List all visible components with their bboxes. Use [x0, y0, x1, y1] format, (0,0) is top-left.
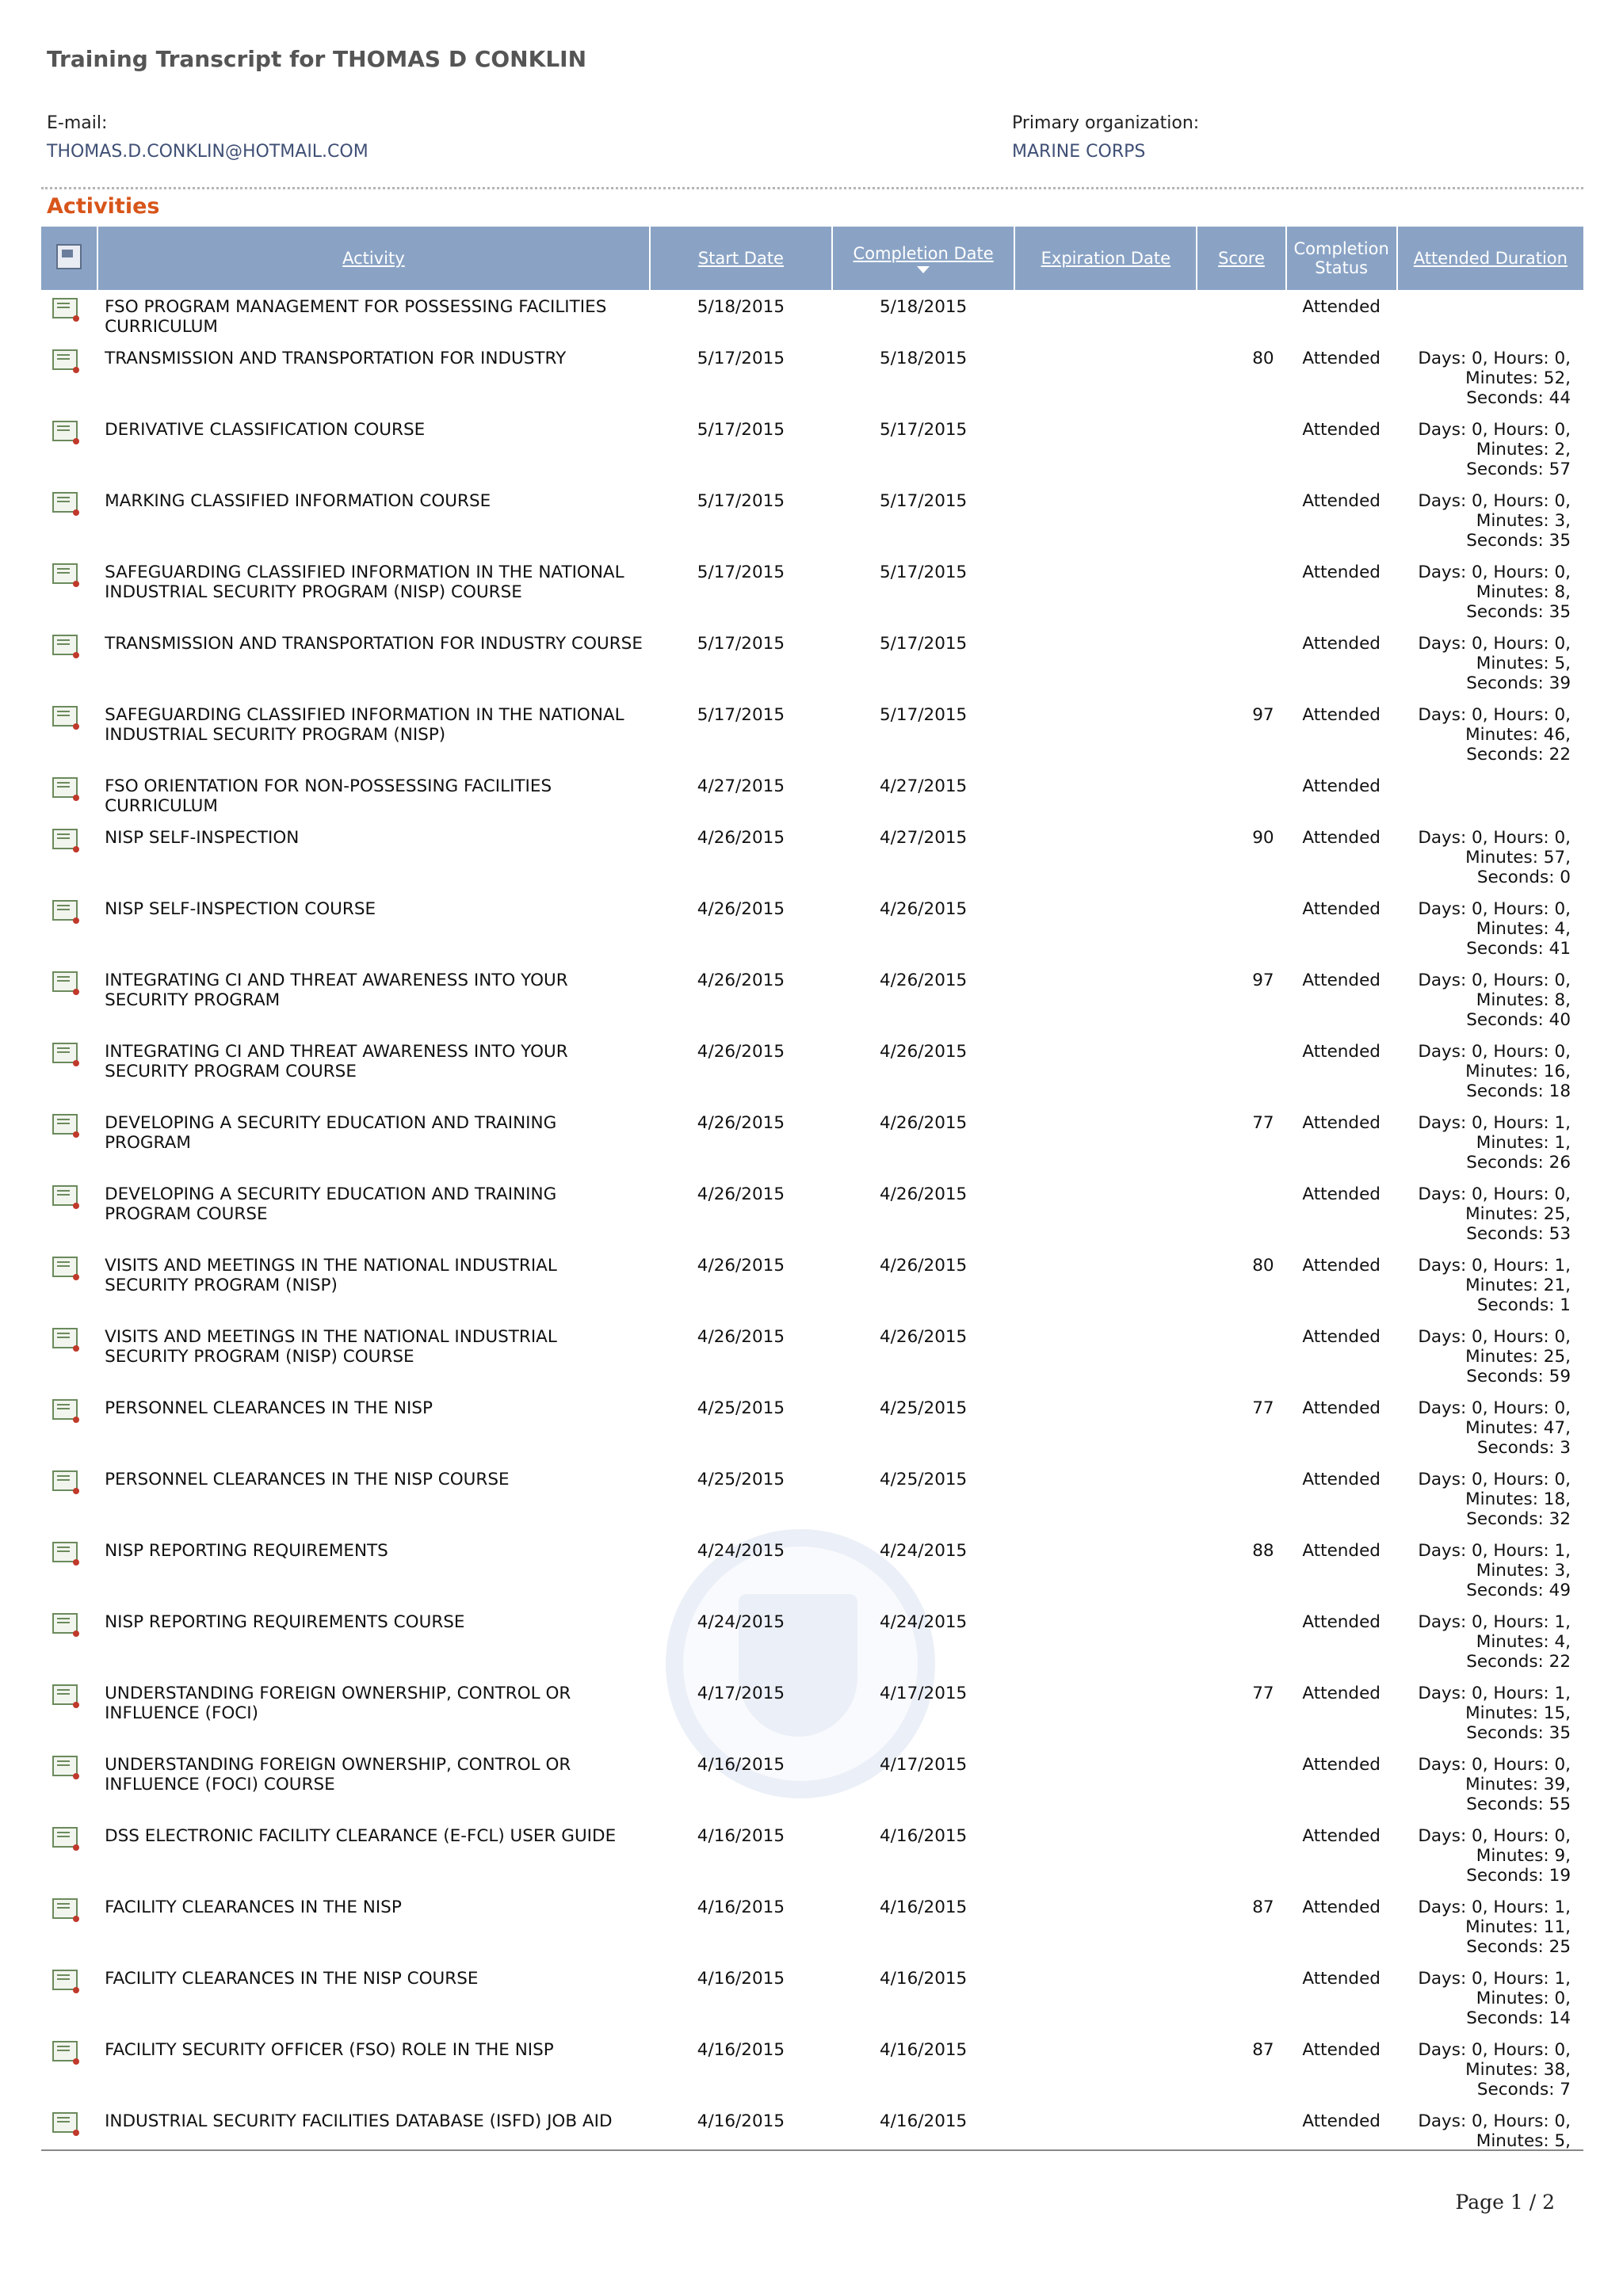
certificate-icon[interactable]: [52, 349, 78, 370]
certificate-icon[interactable]: [52, 1542, 78, 1562]
certificate-cell[interactable]: [41, 627, 97, 698]
completion-date: 4/26/2015: [880, 1113, 968, 1133]
completion-status: Attended: [1302, 420, 1381, 440]
certificate-cell[interactable]: [41, 1676, 97, 1748]
start-date: 4/27/2015: [697, 776, 785, 796]
completion-status: Attended: [1302, 1256, 1381, 1276]
attended-duration: Days: 0, Hours: 0, Minutes: 57, Seconds: 0: [1418, 828, 1571, 887]
table-row: [41, 1463, 1583, 1534]
attended-duration: Days: 0, Hours: 1, Minutes: 15, Seconds: 35: [1418, 1684, 1571, 1743]
completion-date: 4/17/2015: [880, 1755, 968, 1775]
expiration-date: [1015, 1391, 1196, 1463]
certificate-cell[interactable]: [41, 1391, 97, 1463]
table-row: [41, 413, 1583, 484]
start-date: 4/26/2015: [697, 1256, 785, 1276]
certificate-cell[interactable]: [41, 1106, 97, 1177]
activity-name[interactable]: FACILITY CLEARANCES IN THE NISP COURSE: [105, 1969, 479, 1989]
completion-status: Attended: [1302, 1755, 1381, 1775]
completion-date: 4/27/2015: [880, 776, 968, 796]
activity-name[interactable]: DERIVATIVE CLASSIFICATION COURSE: [105, 420, 426, 440]
attended-duration-sort-link[interactable]: Attended Duration: [1413, 249, 1568, 268]
table-row: [41, 341, 1583, 413]
activity-name[interactable]: SAFEGUARDING CLASSIFIED INFORMATION IN THE NATIONAL INDUSTRIAL SECURITY PROGRAM (NISP) COURSE: [105, 563, 624, 602]
activity-name[interactable]: UNDERSTANDING FOREIGN OWNERSHIP, CONTROL OR INFLUENCE (FOCI) COURSE: [105, 1755, 571, 1794]
attended-duration: Days: 0, Hours: 0, Minutes: 3, Seconds: 35: [1418, 491, 1571, 551]
attended-duration: Days: 0, Hours: 1, Minutes: 3, Seconds: 49: [1418, 1541, 1571, 1600]
activity-name[interactable]: PERSONNEL CLEARANCES IN THE NISP: [105, 1398, 433, 1418]
attended-duration: [1398, 290, 1583, 341]
score: [1197, 1463, 1285, 1534]
score: 97: [1252, 705, 1274, 725]
table-row: [41, 1962, 1583, 2033]
attended-duration: [1398, 769, 1583, 821]
start-date: 4/26/2015: [697, 1042, 785, 1062]
start-date: 4/26/2015: [697, 899, 785, 919]
score: [1197, 555, 1285, 627]
certificate-icon[interactable]: [52, 563, 78, 584]
activity-name[interactable]: MARKING CLASSIFIED INFORMATION COURSE: [105, 491, 491, 511]
completion-date: 4/16/2015: [880, 1826, 968, 1846]
start-date: 4/25/2015: [697, 1470, 785, 1489]
org-label: Primary organization:: [1012, 113, 1200, 133]
certificate-cell[interactable]: [41, 2033, 97, 2104]
start-date: 4/16/2015: [697, 1897, 785, 1917]
completion-status: Attended: [1302, 828, 1381, 848]
activity-name[interactable]: VISITS AND MEETINGS IN THE NATIONAL INDUSTRIAL SECURITY PROGRAM (NISP): [105, 1256, 557, 1295]
start-date: 4/25/2015: [697, 1398, 785, 1418]
completion-date: 4/24/2015: [880, 1541, 968, 1561]
completion-date: 5/17/2015: [880, 705, 968, 725]
table-row: [41, 1249, 1583, 1320]
table-row: [41, 1106, 1583, 1177]
activity-name[interactable]: FACILITY SECURITY OFFICER (FSO) ROLE IN THE NISP: [105, 2040, 554, 2060]
expiration-date: [1015, 1962, 1196, 2033]
start-date-sort-link[interactable]: Start Date: [697, 249, 784, 268]
certificate-icon[interactable]: [52, 421, 78, 441]
certificate-cell[interactable]: [41, 484, 97, 555]
activity-sort-link[interactable]: Activity: [342, 249, 405, 268]
activity-name[interactable]: DEVELOPING A SECURITY EDUCATION AND TRAINING PROGRAM COURSE: [105, 1184, 557, 1224]
expiration-date: [1015, 1035, 1196, 1106]
certificate-icon[interactable]: [52, 1257, 78, 1277]
page-number: Page 1 / 2: [1455, 2191, 1555, 2214]
expiration-date: [1015, 1534, 1196, 1605]
certificate-icon[interactable]: [52, 706, 78, 727]
attended-duration: Days: 0, Hours: 0, Minutes: 39, Seconds: 55: [1418, 1755, 1571, 1814]
table-row: [41, 1890, 1583, 1962]
expiration-date: [1015, 484, 1196, 555]
certificate-icon[interactable]: [52, 777, 78, 798]
certificate-cell[interactable]: [41, 769, 97, 821]
activity-name[interactable]: UNDERSTANDING FOREIGN OWNERSHIP, CONTROL OR INFLUENCE (FOCI): [105, 1684, 571, 1723]
score: 87: [1252, 2040, 1274, 2060]
certificate-cell[interactable]: [41, 1890, 97, 1962]
activity-name[interactable]: NISP REPORTING REQUIREMENTS COURSE: [105, 1612, 465, 1632]
start-date: 4/26/2015: [697, 1113, 785, 1133]
expiration-date: [1015, 1463, 1196, 1534]
attended-duration: Days: 0, Hours: 0, Minutes: 25, Seconds: 53: [1418, 1184, 1571, 1244]
completion-status: Attended: [1302, 1470, 1381, 1489]
start-date: 5/17/2015: [697, 349, 785, 368]
completion-status: Attended: [1302, 1184, 1381, 1204]
start-date: 4/24/2015: [697, 1612, 785, 1632]
expiration-date: [1015, 413, 1196, 484]
completion-date: 4/27/2015: [880, 828, 968, 848]
score: 87: [1252, 1897, 1274, 1917]
completion-date: 5/17/2015: [880, 420, 968, 440]
start-date: 4/26/2015: [697, 828, 785, 848]
start-date: 5/17/2015: [697, 420, 785, 440]
org-value: MARINE CORPS: [1012, 142, 1146, 162]
expiration-date: [1015, 821, 1196, 892]
attended-duration: Days: 0, Hours: 0, Minutes: 18, Seconds: 32: [1418, 1470, 1571, 1529]
expiration-date: [1015, 1605, 1196, 1676]
completion-status: Attended: [1302, 1398, 1381, 1418]
score: 97: [1252, 971, 1274, 990]
completion-date: 4/26/2015: [880, 1327, 968, 1347]
attended-duration: Days: 0, Hours: 1, Minutes: 11, Seconds: 25: [1418, 1897, 1571, 1957]
start-date: 5/17/2015: [697, 705, 785, 725]
attended-duration: Days: 0, Hours: 0, Minutes: 8, Seconds: 35: [1418, 563, 1571, 622]
score: 77: [1252, 1684, 1274, 1703]
start-date: 4/26/2015: [697, 971, 785, 990]
attended-duration: Days: 0, Hours: 0, Minutes: 2, Seconds: 57: [1418, 420, 1571, 479]
score: 90: [1252, 828, 1274, 848]
certificate-icon[interactable]: [52, 900, 78, 921]
completion-status: Attended: [1302, 705, 1381, 725]
start-date: 4/24/2015: [697, 1541, 785, 1561]
certificate-cell[interactable]: [41, 821, 97, 892]
start-date: 4/26/2015: [697, 1184, 785, 1204]
table-row: [41, 892, 1583, 963]
start-date: 4/17/2015: [697, 1684, 785, 1703]
completion-date: 4/26/2015: [880, 1042, 968, 1062]
completion-status: Attended: [1302, 776, 1381, 796]
certificate-icon[interactable]: [52, 2112, 78, 2133]
table-row: [41, 484, 1583, 555]
expiration-date: [1015, 1748, 1196, 1819]
certificate-cell[interactable]: [41, 963, 97, 1035]
expiration-date-header[interactable]: [1015, 227, 1196, 290]
table-bottom-rule: [41, 2149, 1583, 2151]
attended-duration: Days: 0, Hours: 0, Minutes: 38, Seconds: 7: [1418, 2040, 1571, 2100]
score: [1197, 1819, 1285, 1890]
start-date: 4/16/2015: [697, 2040, 785, 2060]
score: [1197, 627, 1285, 698]
activity-name[interactable]: VISITS AND MEETINGS IN THE NATIONAL INDUSTRIAL SECURITY PROGRAM (NISP) COURSE: [105, 1327, 557, 1367]
attended-duration: Days: 0, Hours: 1, Minutes: 4, Seconds: 22: [1418, 1612, 1571, 1672]
expiration-date: [1015, 698, 1196, 769]
score: 77: [1252, 1398, 1274, 1418]
attended-duration: Days: 0, Hours: 0, Minutes: 4, Seconds: 41: [1418, 899, 1571, 959]
table-row: [41, 769, 1583, 821]
completion-date: 4/24/2015: [880, 1612, 968, 1632]
score: [1197, 892, 1285, 963]
completion-date: 5/18/2015: [880, 297, 968, 317]
attended-duration: Days: 0, Hours: 0, Minutes: 5, Seconds: 39: [1418, 634, 1571, 693]
table-row: [41, 1819, 1583, 1890]
expiration-date: [1015, 1106, 1196, 1177]
activity-name[interactable]: NISP SELF-INSPECTION: [105, 828, 300, 848]
start-date-header[interactable]: [651, 227, 831, 290]
expiration-date: [1015, 341, 1196, 413]
activities-table: [41, 227, 1583, 2154]
certificate-icon[interactable]: [52, 2041, 78, 2061]
certificate-icon[interactable]: [52, 1756, 78, 1776]
completion-status: Attended: [1302, 1826, 1381, 1846]
completion-status: Attended: [1302, 349, 1381, 368]
start-date: 4/16/2015: [697, 2111, 785, 2131]
expiration-date: [1015, 963, 1196, 1035]
score: 80: [1252, 1256, 1274, 1276]
score: 77: [1252, 1113, 1274, 1133]
table-row: [41, 555, 1583, 627]
certificate-cell[interactable]: [41, 555, 97, 627]
table-row: [41, 963, 1583, 1035]
certificate-icon[interactable]: [52, 1043, 78, 1063]
score: [1197, 1320, 1285, 1391]
certificate-cell[interactable]: [41, 1534, 97, 1605]
table-row: [41, 1177, 1583, 1249]
table-row: [41, 1676, 1583, 1748]
completion-status: Attended: [1302, 634, 1381, 654]
completion-status: Attended: [1302, 2040, 1381, 2060]
certificate-cell[interactable]: [41, 341, 97, 413]
table-row: [41, 1534, 1583, 1605]
start-date: 5/18/2015: [697, 297, 785, 317]
table-row: [41, 821, 1583, 892]
attended-duration: Days: 0, Hours: 0, Minutes: 16, Seconds: 18: [1418, 1042, 1571, 1101]
completion-date-sort-link[interactable]: Completion Date: [853, 243, 994, 263]
expiration-date: [1015, 1249, 1196, 1320]
table-row: [41, 698, 1583, 769]
certificate-icon[interactable]: [52, 971, 78, 992]
attended-duration: Days: 0, Hours: 0, Minutes: 9, Seconds: 19: [1418, 1826, 1571, 1886]
certificate-cell[interactable]: [41, 413, 97, 484]
completion-status: Attended: [1302, 1042, 1381, 1062]
certificate-icon[interactable]: [52, 1827, 78, 1848]
activity-name[interactable]: PERSONNEL CLEARANCES IN THE NISP COURSE: [105, 1470, 510, 1489]
activity-name[interactable]: INTEGRATING CI AND THREAT AWARENESS INTO YOUR SECURITY PROGRAM COURSE: [105, 1042, 568, 1081]
score-header[interactable]: [1197, 227, 1285, 290]
completion-date: 5/17/2015: [880, 563, 968, 582]
score: 88: [1252, 1541, 1274, 1561]
score: [1197, 1177, 1285, 1249]
certificate-header-icon: [56, 244, 82, 269]
certificate-icon[interactable]: [52, 1114, 78, 1135]
activity-name[interactable]: SAFEGUARDING CLASSIFIED INFORMATION IN THE NATIONAL INDUSTRIAL SECURITY PROGRAM (NISP): [105, 705, 624, 745]
completion-date: 4/25/2015: [880, 1470, 968, 1489]
certificate-icon[interactable]: [52, 1684, 78, 1705]
activity-name[interactable]: INDUSTRIAL SECURITY FACILITIES DATABASE (ISFD) JOB AID: [105, 2111, 613, 2131]
certificate-cell[interactable]: [41, 1463, 97, 1534]
attended-duration: Days: 0, Hours: 1, Minutes: 0, Seconds: 14: [1418, 1969, 1571, 2028]
certificate-icon[interactable]: [52, 298, 78, 318]
page-title: Training Transcript for THOMAS D CONKLIN: [47, 46, 587, 72]
activity-name[interactable]: NISP REPORTING REQUIREMENTS: [105, 1541, 388, 1561]
score: [1197, 484, 1285, 555]
certificate-cell[interactable]: [41, 2104, 97, 2154]
table-row: [41, 1035, 1583, 1106]
completion-date: 4/16/2015: [880, 2040, 968, 2060]
table-row: [41, 627, 1583, 698]
certificate-cell[interactable]: [41, 1605, 97, 1676]
expiration-date: [1015, 627, 1196, 698]
attended-duration: Days: 0, Hours: 1, Minutes: 21, Seconds: 1: [1418, 1256, 1571, 1315]
score-sort-link[interactable]: Score: [1218, 249, 1265, 268]
certificate-icon[interactable]: [52, 1613, 78, 1634]
activity-header[interactable]: [98, 227, 649, 290]
completion-date: 4/16/2015: [880, 1897, 968, 1917]
score: [1197, 2104, 1285, 2154]
activity-name[interactable]: FSO PROGRAM MANAGEMENT FOR POSSESSING FACILITIES CURRICULUM: [105, 297, 607, 337]
certificate-icon[interactable]: [52, 829, 78, 849]
section-divider: [41, 187, 1583, 189]
activity-name[interactable]: FSO ORIENTATION FOR NON-POSSESSING FACILITIES CURRICULUM: [105, 776, 552, 816]
attended-duration: Days: 0, Hours: 0, Minutes: 5,: [1418, 2111, 1571, 2151]
score: [1197, 1962, 1285, 2033]
completion-status: Attended: [1302, 491, 1381, 511]
section-title: Activities: [47, 194, 160, 219]
completion-status: Attended: [1302, 1684, 1381, 1703]
expiration-date: [1015, 555, 1196, 627]
certificate-icon[interactable]: [52, 1328, 78, 1348]
certificate-cell[interactable]: [41, 698, 97, 769]
expiration-date: [1015, 1177, 1196, 1249]
select-all-header[interactable]: [41, 227, 97, 290]
completion-date: 4/26/2015: [880, 971, 968, 990]
activity-name[interactable]: INTEGRATING CI AND THREAT AWARENESS INTO YOUR SECURITY PROGRAM: [105, 971, 568, 1010]
expiration-date-sort-link[interactable]: Expiration Date: [1041, 249, 1171, 268]
table-row: [41, 1391, 1583, 1463]
activity-name[interactable]: DSS ELECTRONIC FACILITY CLEARANCE (E-FCL) USER GUIDE: [105, 1826, 617, 1846]
completion-date: 5/17/2015: [880, 491, 968, 511]
certificate-cell[interactable]: [41, 892, 97, 963]
email-value: THOMAS.D.CONKLIN@HOTMAIL.COM: [47, 142, 369, 162]
expiration-date: [1015, 892, 1196, 963]
completion-date: 5/17/2015: [880, 634, 968, 654]
completion-date: 4/26/2015: [880, 1184, 968, 1204]
attended-duration: Days: 0, Hours: 0, Minutes: 25, Seconds: 59: [1418, 1327, 1571, 1386]
expiration-date: [1015, 1676, 1196, 1748]
table-row: [41, 1605, 1583, 1676]
start-date: 5/17/2015: [697, 634, 785, 654]
completion-date: 4/26/2015: [880, 899, 968, 919]
score: [1197, 413, 1285, 484]
expiration-date: [1015, 290, 1196, 341]
table-row: [41, 290, 1583, 341]
certificate-cell[interactable]: [41, 1320, 97, 1391]
completion-date: 4/17/2015: [880, 1684, 968, 1703]
activity-name[interactable]: NISP SELF-INSPECTION COURSE: [105, 899, 376, 919]
activity-name[interactable]: TRANSMISSION AND TRANSPORTATION FOR INDUSTRY COURSE: [105, 634, 643, 654]
completion-status: Attended: [1302, 1969, 1381, 1989]
score: [1197, 1605, 1285, 1676]
completion-date: 4/16/2015: [880, 2111, 968, 2131]
activity-name[interactable]: DEVELOPING A SECURITY EDUCATION AND TRAINING PROGRAM: [105, 1113, 557, 1153]
table-row: [41, 1320, 1583, 1391]
certificate-icon[interactable]: [52, 1185, 78, 1206]
completion-status: Attended: [1302, 1612, 1381, 1632]
expiration-date: [1015, 1320, 1196, 1391]
certificate-cell[interactable]: [41, 1748, 97, 1819]
sort-desc-icon: [917, 266, 930, 273]
expiration-date: [1015, 2033, 1196, 2104]
expiration-date: [1015, 2104, 1196, 2154]
certificate-cell[interactable]: [41, 1177, 97, 1249]
certificate-cell[interactable]: [41, 1249, 97, 1320]
attended-duration: Days: 0, Hours: 0, Minutes: 46, Seconds: 22: [1418, 705, 1571, 765]
expiration-date: [1015, 1890, 1196, 1962]
certificate-cell[interactable]: [41, 1962, 97, 2033]
completion-status: Attended: [1302, 563, 1381, 582]
completion-status: Attended: [1302, 1113, 1381, 1133]
score: [1197, 1035, 1285, 1106]
completion-status: Attended: [1302, 2111, 1381, 2131]
score: 80: [1252, 349, 1274, 368]
start-date: 5/17/2015: [697, 491, 785, 511]
certificate-cell[interactable]: [41, 1035, 97, 1106]
completion-date: 4/26/2015: [880, 1256, 968, 1276]
table-row: [41, 2104, 1583, 2154]
start-date: 4/16/2015: [697, 1969, 785, 1989]
attended-duration: Days: 0, Hours: 0, Minutes: 47, Seconds: 3: [1418, 1398, 1571, 1458]
certificate-icon[interactable]: [52, 1898, 78, 1919]
certificate-cell[interactable]: [41, 1819, 97, 1890]
completion-status: Attended: [1302, 899, 1381, 919]
completion-date: 5/18/2015: [880, 349, 968, 368]
attended-duration-header[interactable]: [1398, 227, 1583, 290]
completion-status: Attended: [1302, 1541, 1381, 1561]
completion-status-header: Completion Status: [1287, 227, 1396, 290]
completion-date: 4/25/2015: [880, 1398, 968, 1418]
activity-name[interactable]: FACILITY CLEARANCES IN THE NISP: [105, 1897, 402, 1917]
completion-status: Attended: [1302, 1897, 1381, 1917]
certificate-cell[interactable]: [41, 290, 97, 341]
score: [1197, 290, 1285, 341]
activity-name[interactable]: TRANSMISSION AND TRANSPORTATION FOR INDUSTRY: [105, 349, 567, 368]
certificate-icon[interactable]: [52, 492, 78, 513]
completion-date-header[interactable]: [833, 227, 1014, 290]
score: [1197, 769, 1285, 821]
completion-status: Attended: [1302, 1327, 1381, 1347]
attended-duration: Days: 0, Hours: 0, Minutes: 52, Seconds: 44: [1418, 349, 1571, 408]
start-date: 4/26/2015: [697, 1327, 785, 1347]
certificate-icon[interactable]: [52, 1399, 78, 1420]
completion-status: Attended: [1302, 971, 1381, 990]
attended-duration: Days: 0, Hours: 0, Minutes: 8, Seconds: 40: [1418, 971, 1571, 1030]
table-row: [41, 1748, 1583, 1819]
start-date: 5/17/2015: [697, 563, 785, 582]
certificate-icon[interactable]: [52, 635, 78, 655]
completion-status: Attended: [1302, 297, 1381, 317]
expiration-date: [1015, 1819, 1196, 1890]
completion-date: 4/16/2015: [880, 1969, 968, 1989]
start-date: 4/16/2015: [697, 1755, 785, 1775]
score: [1197, 1748, 1285, 1819]
certificate-icon[interactable]: [52, 1470, 78, 1491]
table-row: [41, 2033, 1583, 2104]
email-label: E-mail:: [47, 113, 108, 133]
attended-duration: Days: 0, Hours: 1, Minutes: 1, Seconds: 26: [1418, 1113, 1571, 1173]
expiration-date: [1015, 769, 1196, 821]
certificate-icon[interactable]: [52, 1970, 78, 1990]
start-date: 4/16/2015: [697, 1826, 785, 1846]
